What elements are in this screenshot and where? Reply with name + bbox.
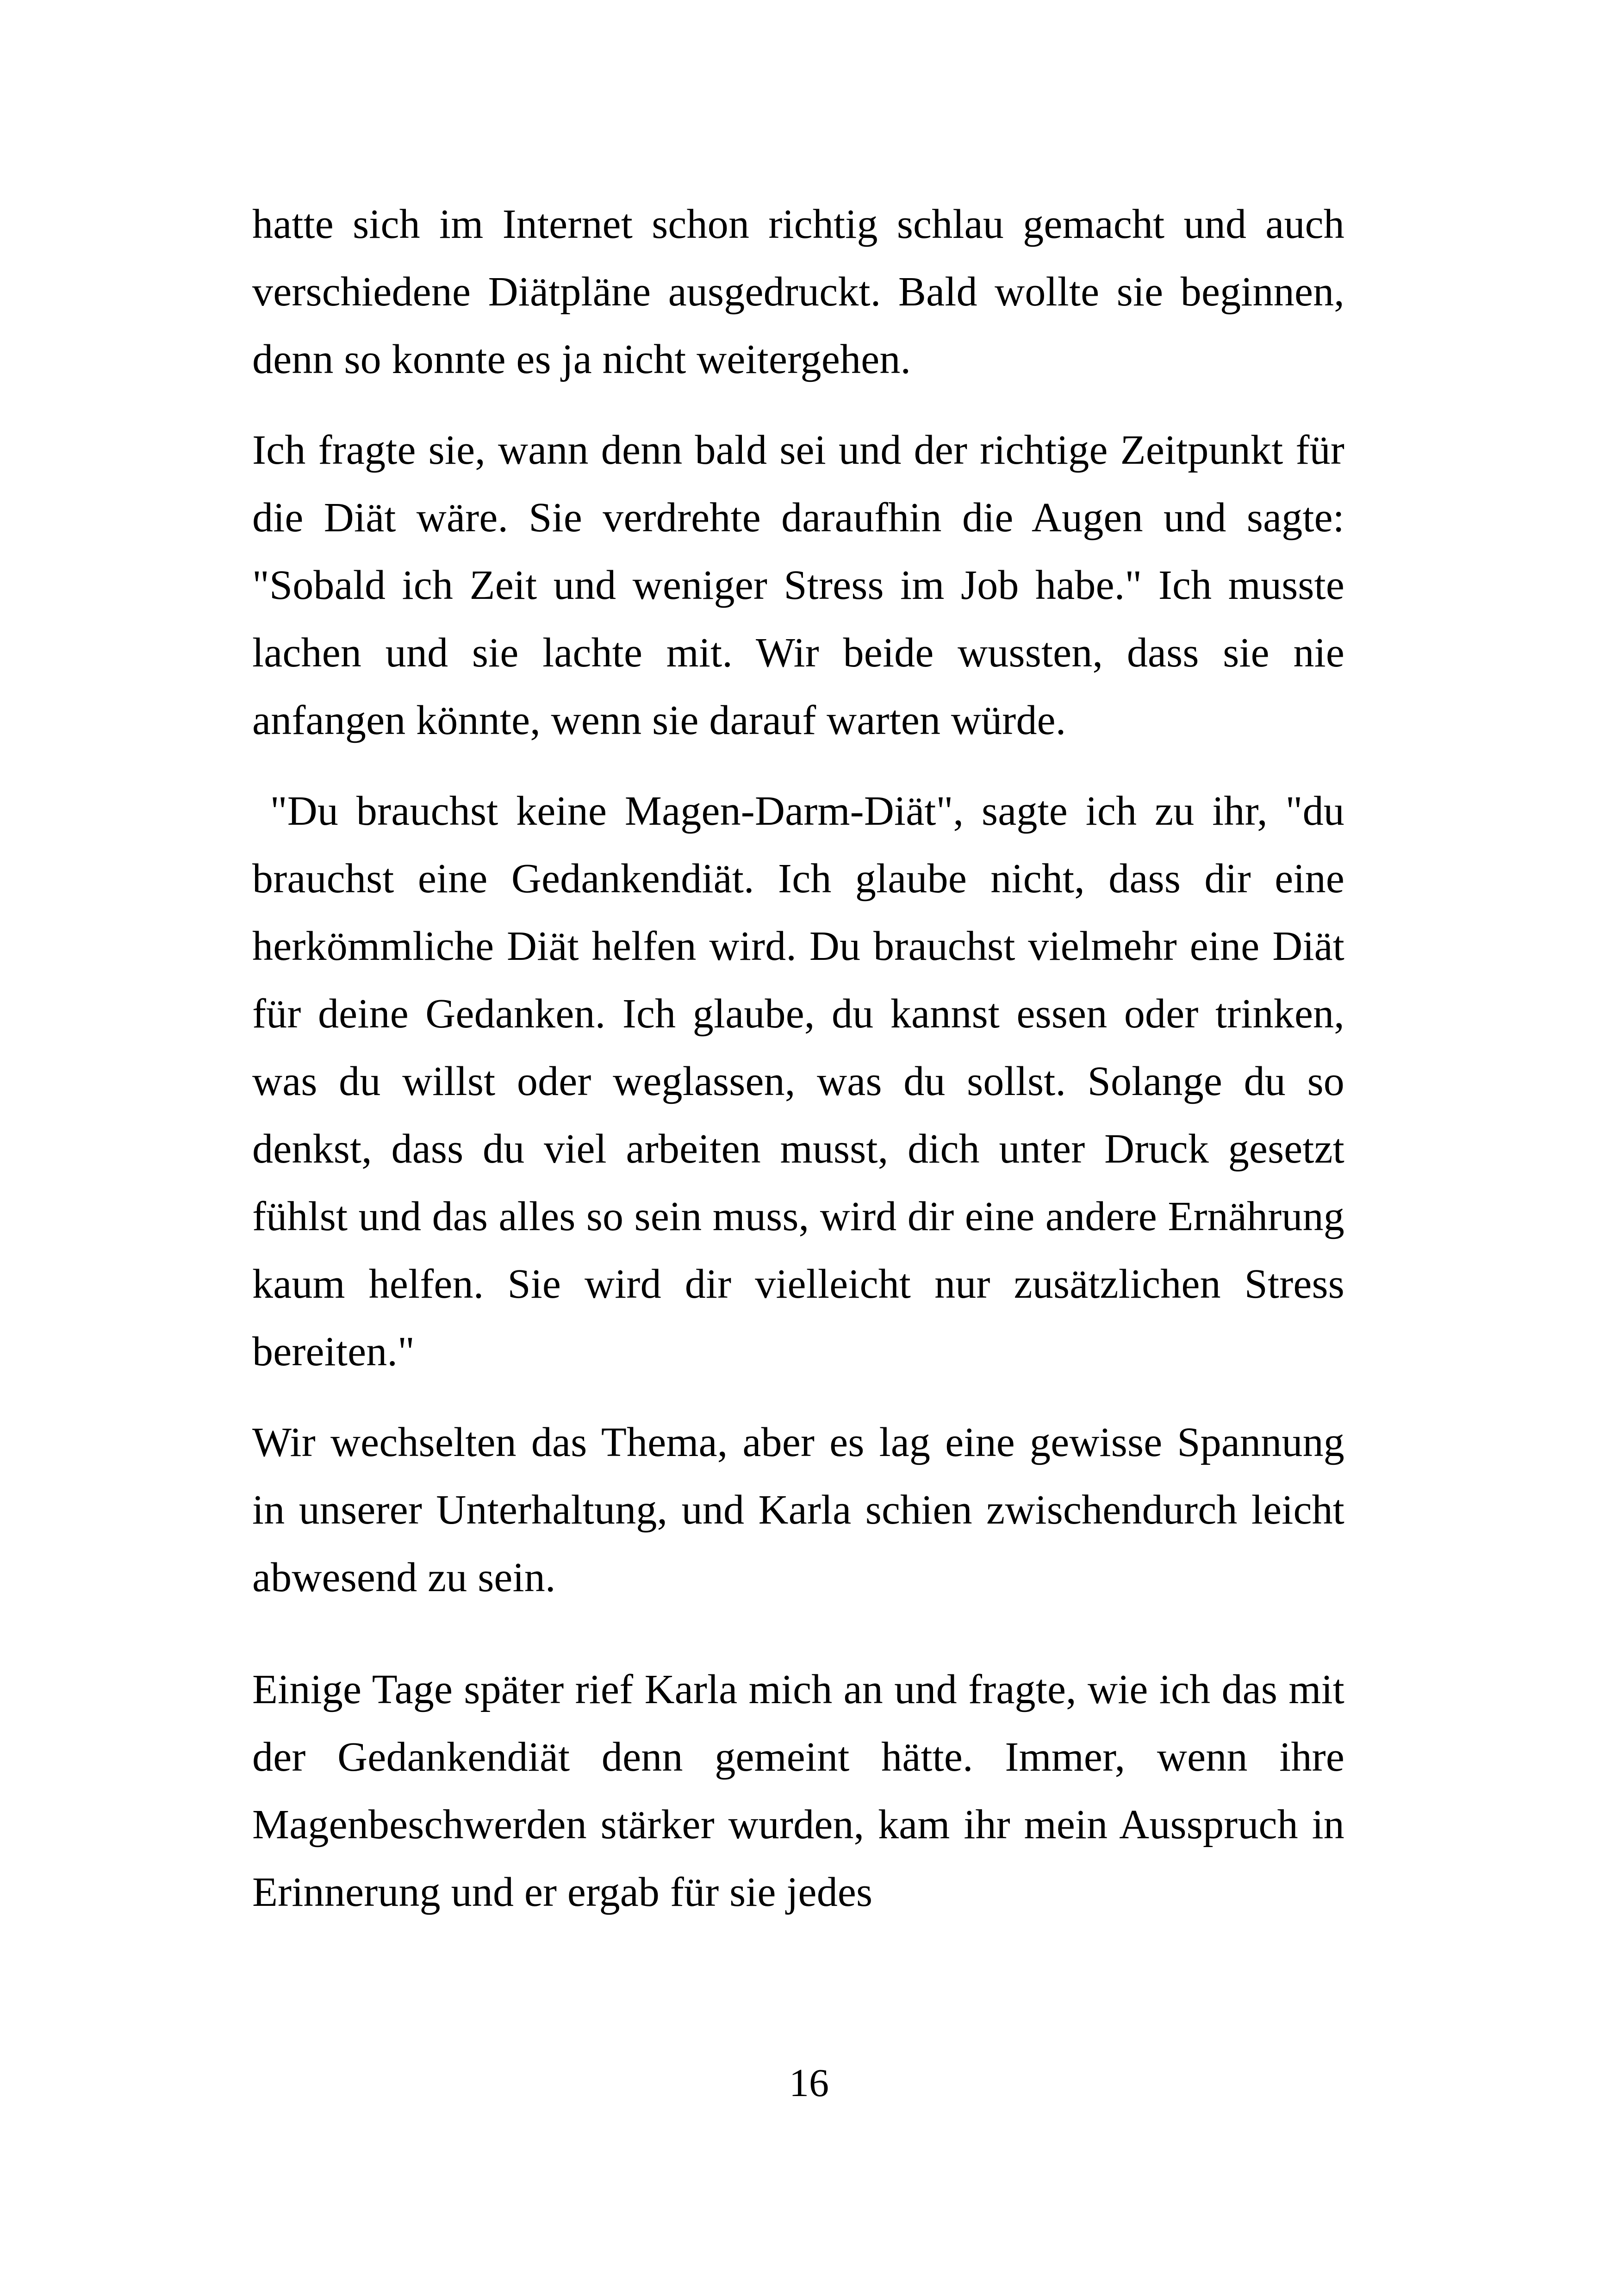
paragraph-4: Wir wechselten das Thema, aber es lag eine gewisse Spannung in unserer Unterhaltung, und Karla schien zwischendurch leicht abwesend zu sein. bbox=[252, 1419, 1355, 1600]
body-text bbox=[252, 191, 1355, 1949]
paragraph-5: Einige Tage später rief Karla mich an und fragte, wie ich das mit der Gedankendiät denn gemeint hätte. Immer, wenn ihre Magenbeschwerden stärker wurden, kam ihr mein Ausspruch in Erinnerung und er ergab für sie jedes bbox=[252, 1667, 1355, 1915]
paragraph-2: Ich fragte sie, wann denn bald sei und der richtige Zeitpunkt für die Diät wäre. Sie verdrehte daraufhin die Augen und sagte: "Sobald ich Zeit und weniger Stress im Job habe." Ich musste lachen und sie lachte mit. Wir beide wussten, dass sie nie anfangen könnte, wenn sie darauf warten würde. bbox=[252, 427, 1355, 743]
paragraph-1: hatte sich im Internet schon richtig schlau gemacht und auch verschiedene Diätpläne ausgedruckt. Bald wollte sie beginnen, denn so konnte es ja nicht weitergehen. bbox=[252, 201, 1355, 382]
paragraph-3: "Du brauchst keine Magen-Darm-Diät", sagte ich zu ihr, "du brauchst eine Gedankendiät. Ich glaube nicht, dass dir eine herkömmliche Diät helfen wird. Du brauchst vielmehr eine Diät für deine Gedanken. Ich glaube, du kannst essen oder trinken, was du willst oder weglassen, was du sollst. Solange du so denkst, dass du viel arbeiten musst, dich unter Druck gesetzt fühlst und das alles so sein muss, wird dir eine andere Ernährung kaum helfen. Sie wird dir vielleicht nur zusätzlichen Stress bereiten." bbox=[252, 788, 1355, 1375]
page-number: 16 bbox=[789, 2060, 829, 2105]
